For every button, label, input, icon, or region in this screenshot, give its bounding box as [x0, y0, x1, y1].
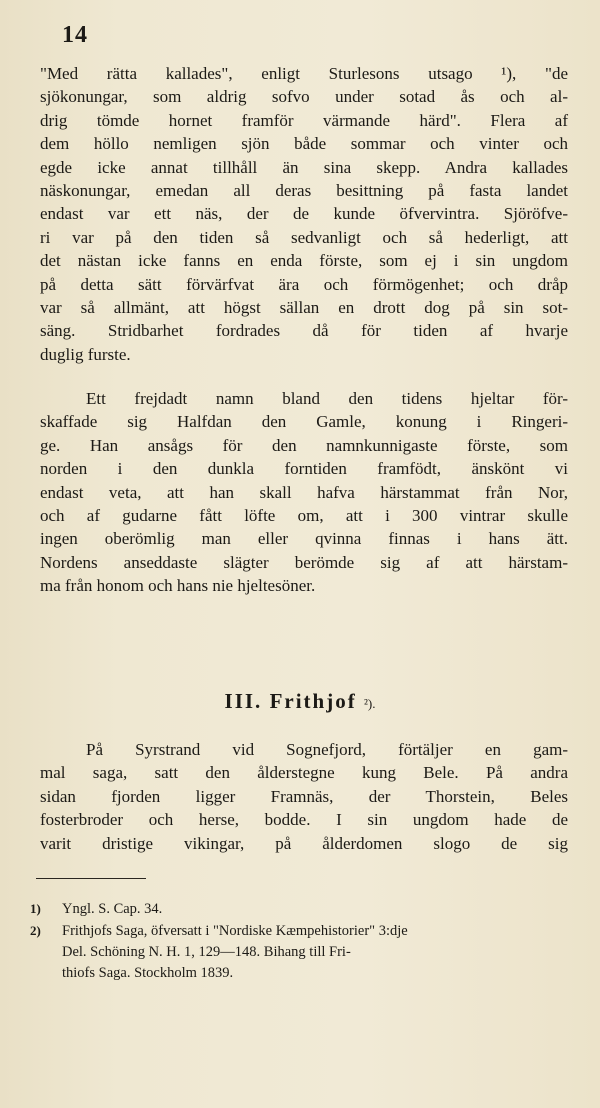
footnote-text: Yngl. S. Cap. 34. [62, 901, 163, 917]
section-title: Frithjof [269, 689, 357, 713]
text-line: endast var ett näs, der de kunde öfvervintra. Sjöröfve- [40, 204, 568, 224]
text-line: skaffade sig Halfdan den Gamle, konung i Ringeri- [40, 412, 568, 432]
text-line: och af gudarne fått löfte om, att i 300 vintrar skulle [40, 506, 568, 526]
footnote-divider [36, 878, 146, 879]
section-number: III. [224, 689, 263, 713]
text-line: på detta sätt förvärfvat ära och förmögenhet; och dråp [40, 274, 568, 294]
text-line: "Med rätta kallades", enligt Sturlesons utsago ¹), "de [40, 64, 568, 83]
text-line: Nordens anseddaste slägter berömde sig af att härstam- [40, 552, 568, 572]
paragraph-3 [40, 738, 568, 855]
text-line: ingen oberömlig man eller qvinna finnas i hans ätt. [40, 529, 568, 549]
text-line: sjökonungar, som aldrig sofvo under sotad ås och al- [40, 87, 568, 107]
footnote-2-continued: thiofs Saga. Stockholm 1839. [62, 965, 234, 981]
footnote-number: 1) [30, 901, 41, 916]
paragraph-gap [40, 366, 568, 387]
text-line: varit dristige vikingar, på ålderdomen slogo de sig [40, 833, 568, 853]
text-line: Ett frejdadt namn bland den tidens hjeltar för- [86, 389, 568, 409]
footnote-number: 2) [30, 923, 41, 938]
footnote-2-continued: Del. Schöning N. H. 1, 129—148. Bihang till Fri- [62, 944, 351, 960]
footnote-2 [30, 920, 570, 942]
text-line: norden i den dunkla forntiden framfödt, änskönt vi [40, 459, 568, 479]
text-line: näskonungar, emedan all deras besittning på fasta landet [40, 180, 568, 200]
footnotes [30, 898, 570, 984]
page-number: 14 [62, 22, 88, 48]
section-heading [0, 689, 600, 714]
footnote-text: Frithjofs Saga, öfversatt i "Nordiske Kæmpehistorier" 3:dje [62, 923, 408, 939]
text-line: drig tömde hornet framför värmande härd". Flera af [40, 110, 568, 130]
paragraph-1 [40, 62, 568, 598]
footnote-mark: ²). [363, 696, 376, 711]
text-line: mal saga, satt den ålderstegne kung Bele. På andra [40, 763, 568, 783]
text-line: ge. Han ansågs för den namnkunnigaste förste, som [40, 435, 568, 455]
text-line: duglig furste. [40, 344, 131, 364]
text-line: ma från honom och hans nie hjeltesöner. [40, 576, 316, 596]
text-line: endast veta, att han skall hafva härstammat från Nor, [40, 482, 568, 502]
text-line: det nästan icke fanns en enda förste, som ej i sin ungdom [40, 251, 568, 271]
text-line: fosterbroder och herse, bodde. I sin ungdom hade de [40, 810, 568, 830]
text-line: På Syrstrand vid Sognefjord, förtäljer en gam- [86, 740, 568, 759]
text-line: sidan fjorden ligger Framnäs, der Thorstein, Beles [40, 786, 568, 806]
footnote-1 [30, 898, 570, 920]
text-line: egde icke annat tillhåll än sina skepp. Andra kallades [40, 157, 568, 177]
text-line: dem höllo nemligen sjön både sommar och vinter och [40, 134, 568, 154]
text-line: säng. Stridbarhet fordrades då för tiden af hvarje [40, 321, 568, 341]
text-line: var så allmänt, att högst sällan en drott dog på sin sot- [40, 297, 568, 317]
text-line: ri var på den tiden så sedvanligt och så hederligt, att [40, 227, 568, 247]
